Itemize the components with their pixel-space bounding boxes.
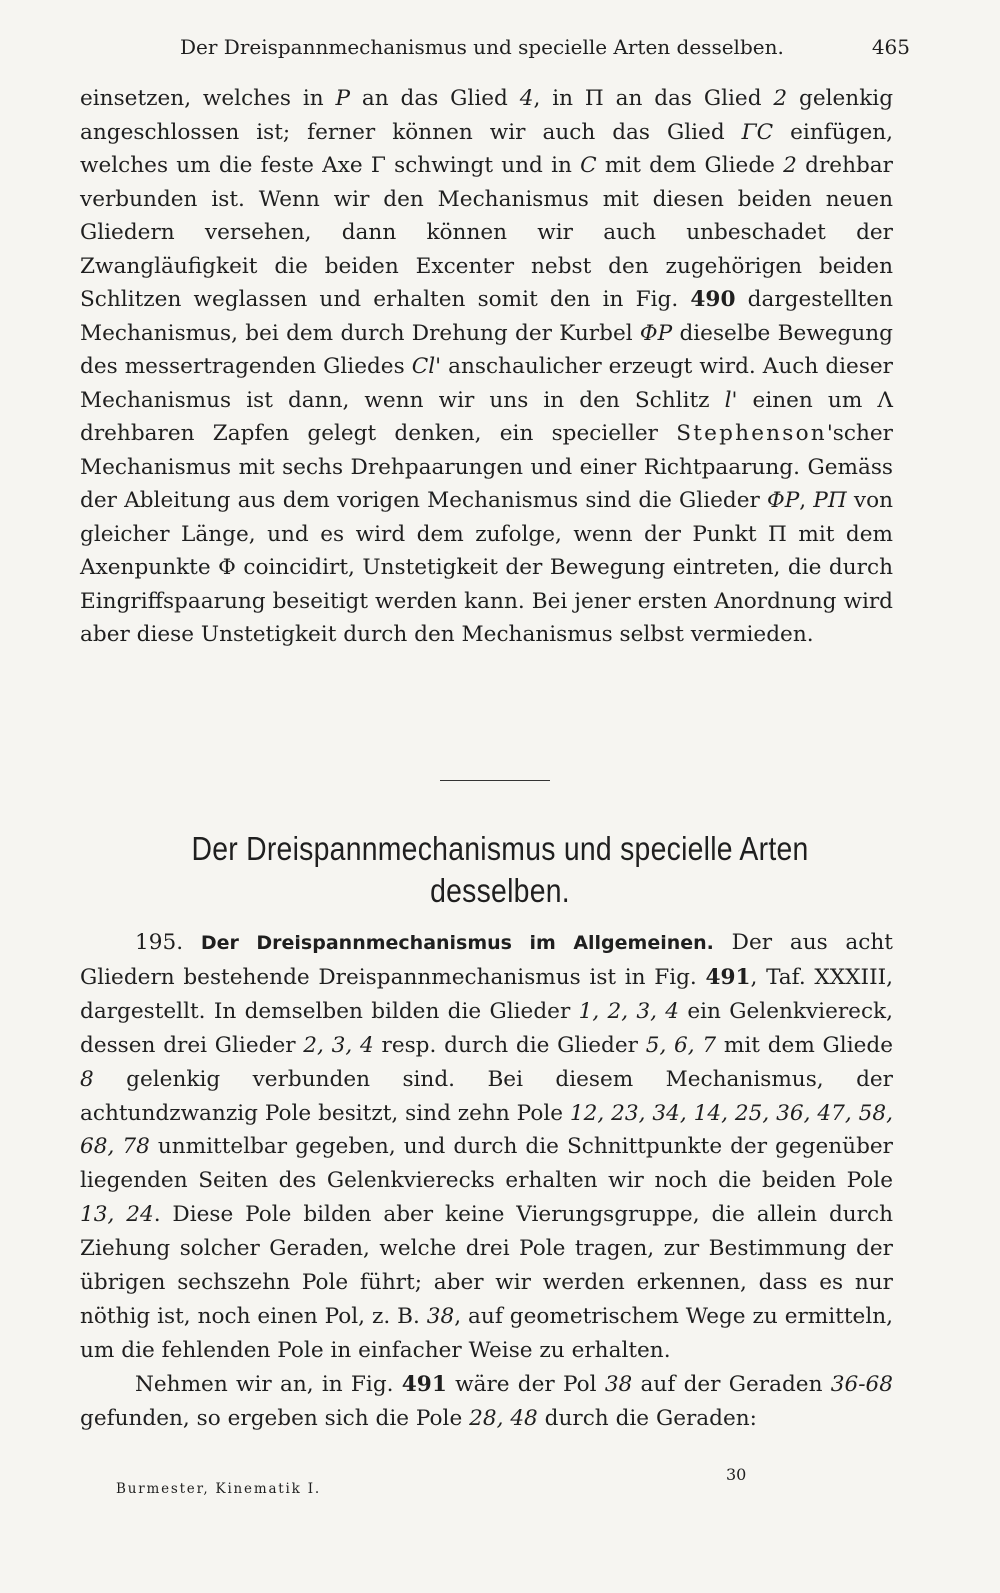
paragraph-195: 195. Der Dreispannmechanismus im Allgemeinen. Der aus acht Gliedern bestehende Dreispannmechanismus ist in Fig. 491, Taf. XXXIII, dargestellt. In demselben bilden die Glieder 1, 2, 3, 4 ein Gelenkviereck, dessen drei Glieder 2, 3, 4 resp. durch die Glieder 5, 6, 7 mit dem Gliede 8 gelenkig verbunden sind. Bei diesem Mechanismus, der achtundzwanzig Pole besitzt, sind zehn Pole 12, 23, 34, 14, 25, 36, 47, 58, 68, 78 unmittelbar gegeben, und durch die Schnittpunkte der gegenüber liegenden Seiten des Gelenkvierecks erhalten wir noch die beiden Pole 13, 24. Diese Pole bilden aber keine Vierungsgruppe, die allein durch Ziehung solcher Geraden, welche drei Pole tragen, zur Bestimmung der übrigen sechszehn Pole führt; aber wir werden erkennen, dass es nur nöthig ist, noch einen Pol, z. B. 38, auf geometrischem Wege zu ermitteln, um die fehlenden Pole in einfacher Weise zu erhalten.	[80, 930, 893, 1363]
figure-ref-491: 491	[705, 964, 751, 990]
section-divider	[440, 780, 550, 781]
page-footer	[80, 1465, 893, 1505]
name-stephenson: Stephenson	[676, 421, 827, 446]
paragraph-continuation: Nehmen wir an, in Fig. 491 wäre der Pol 38 auf der Geraden 36-68 gefunden, so ergeben sich die Pole 28, 48 durch die Geraden:	[80, 1371, 894, 1431]
section-title: Der Dreispannmechanismus und specielle Arten desselben.	[191, 830, 809, 909]
footer-author: Burmester, Kinematik I.	[116, 1481, 321, 1497]
page-number: 465	[871, 35, 910, 59]
paragraph-heading: Der Dreispannmechanismus im Allgemeinen.	[200, 932, 714, 954]
figure-ref-491-second: 491	[401, 1371, 447, 1397]
paragraph-1-text: einsetzen, welches in P an das Glied 4, in Π an das Glied 2 gelenkig angeschlossen ist; ferner können wir auch das Glied ΓC einfügen, welches um die feste Axe Γ schwingt und in C mit dem Gliede 2 drehbar verbunden ist. Wenn wir den Mechanismus mit diesen beiden neuen Gliedern versehen, dann können wir auch unbeschadet der Zwangläufigkeit die beiden Excenter nebst den zugehörigen beiden Schlitzen weglassen und erhalten somit den in Fig. 490 dargestellten Mechanismus, bei dem durch Drehung der Kurbel ΦP dieselbe Bewegung des messertragenden Gliedes Cl' anschaulicher erzeugt wird. Auch dieser Mechanismus ist dann, wenn wir uns in den Schlitz l' einen um Λ drehbaren Zapfen gelegt denken, ein specieller Stephenson'scher Mechanismus mit sechs Drehpaarungen und einer Richtpaarung. Gemäss der Ableitung aus dem vorigen Mechanismus sind die Glieder ΦP, PΠ von gleicher Länge, und es wird dem zufolge, wenn der Punkt Π mit dem Axenpunkte Φ coincidirt, Unstetigkeit der Bewegung eintreten, die durch Eingriffspaarung beseitigt werden kann. Bei jener ersten Anordnung wird aber diese Unstetigkeit durch den Mechanismus selbst vermieden.	[80, 86, 894, 647]
running-title: Der Dreispannmechanismus und specielle Arten desselben.	[180, 35, 784, 59]
paragraph-number: 195.	[135, 930, 184, 955]
section-body	[80, 926, 893, 1436]
paragraph-1	[80, 82, 893, 652]
signature-mark: 30	[726, 1465, 747, 1484]
running-head	[180, 30, 910, 64]
figure-ref-490: 490	[690, 287, 736, 312]
